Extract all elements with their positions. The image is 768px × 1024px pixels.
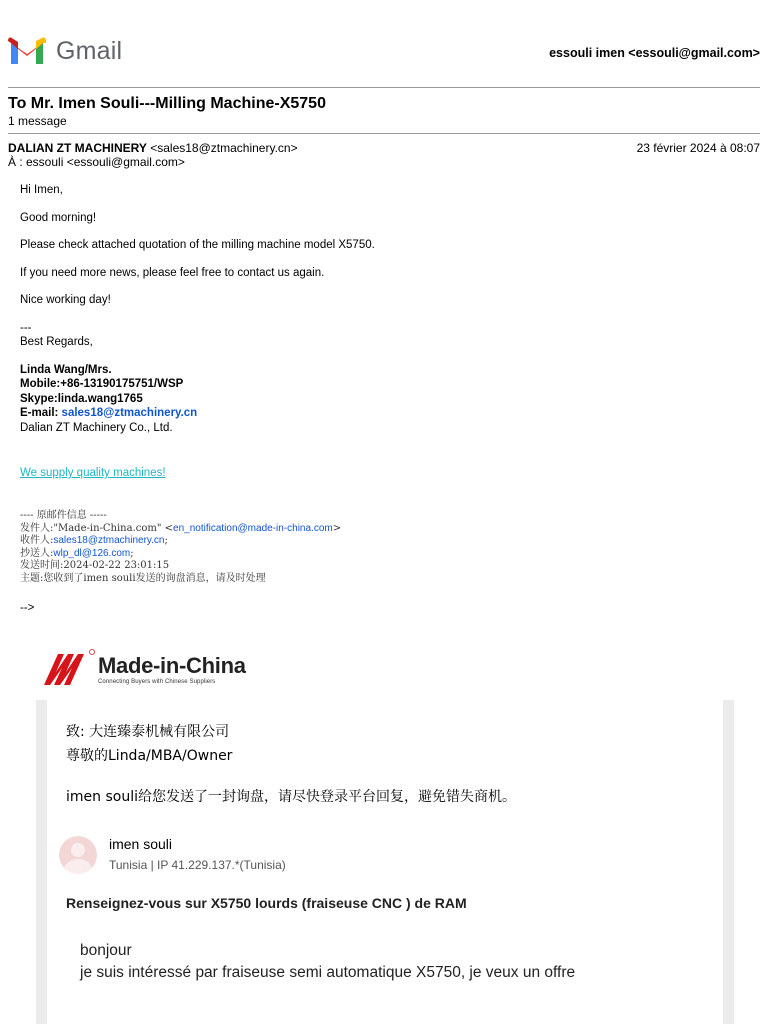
greeting-company: 致: 大连臻泰机械有限公司 <box>66 724 230 740</box>
made-in-china-logo <box>44 648 246 686</box>
paragraph: Please check attached quotation of the milling machine model X5750. <box>20 239 375 251</box>
recipient-line: À : essouli <essouli@gmail.com> <box>8 155 185 169</box>
slogan-link[interactable]: We supply quality machines! <box>20 467 166 479</box>
signature-skype: Skype:linda.wang1765 <box>20 392 143 405</box>
gmail-icon <box>8 37 46 65</box>
sender-name: DALIAN ZT MACHINERY <box>8 141 147 155</box>
original-topic: 主题:您收到了imen souli发送的询盘消息，请及时处理 <box>20 572 266 584</box>
made-in-china-tagline: Connecting Buyers with Chinese Suppliers <box>98 679 216 685</box>
inquiry-title: Renseignez-vous sur X5750 lourds (fraiseuse CNC ) de RAM <box>66 895 467 911</box>
account-label: essouli imen <essouli@gmail.com> <box>549 46 760 60</box>
inquiry-message-line: je suis intéressé par fraiseuse semi automatique X5750, je veux un offre <box>80 964 576 981</box>
gmail-wordmark: Gmail <box>56 36 123 65</box>
made-in-china-name: Made-in-China <box>98 653 246 678</box>
thread-subject: To Mr. Imen Souli---Milling Machine-X5750 <box>8 95 326 112</box>
paragraph: Hi Imen, <box>20 184 63 196</box>
divider <box>8 133 760 134</box>
signature <box>20 363 375 436</box>
signature-mobile: Mobile:+86-13190175751/WSP <box>20 378 184 390</box>
original-message <box>20 510 341 585</box>
greeting-name: 尊敬的Linda/MBA/Owner <box>66 748 233 764</box>
paragraph: Nice working day! <box>20 294 111 306</box>
inquiry-message-line: bonjour <box>80 942 132 959</box>
inquiry-message <box>80 940 575 984</box>
original-to-email[interactable]: sales18@ztmachinery.cn <box>53 535 165 546</box>
inquiry-sender-name: imen souli <box>109 836 173 852</box>
avatar-icon <box>59 836 97 874</box>
original-header: ---- 原邮件信息 ----- <box>20 510 107 521</box>
message-date: 23 février 2024 à 08:07 <box>636 141 760 155</box>
original-to-label: 收件人: <box>20 535 54 546</box>
signature-email-link[interactable]: sales18@ztmachinery.cn <box>61 407 198 419</box>
divider <box>8 87 760 88</box>
made-in-china-mark-icon <box>44 648 96 686</box>
original-from-label: 发件人:"Made-in-China.com" < <box>20 522 174 534</box>
signature-email-label: E-mail: <box>20 407 62 419</box>
signature-name: Linda Wang/Mrs. <box>20 363 112 376</box>
sender-line <box>8 141 298 155</box>
original-cc-email[interactable]: wlp_dl@126.com <box>53 547 131 559</box>
original-sent: 发送时间:2024-02-22 23:01:15 <box>20 560 170 571</box>
original-from-end: > <box>332 522 342 534</box>
message-count: 1 message <box>8 114 67 128</box>
original-cc-end: ; <box>130 547 134 559</box>
gmail-logo <box>8 34 122 68</box>
separator: --- <box>20 321 32 334</box>
message-body <box>20 183 375 481</box>
inquiry-sender-location: Tunisia | IP 41.229.137.*(Tunisia) <box>109 858 286 872</box>
original-to-end: ; <box>164 535 168 546</box>
inquiry-notice: imen souli给您发送了一封询盘，请尽快登录平台回复，避免错失商机。 <box>66 789 516 805</box>
inquiry-greeting <box>66 720 232 768</box>
signature-company: Dalian ZT Machinery Co., Ltd. <box>20 421 173 434</box>
sender-email[interactable]: <sales18@ztmachinery.cn> <box>146 141 298 155</box>
paragraph: Good morning! <box>20 211 97 224</box>
original-cc-label: 抄送人: <box>20 547 54 559</box>
paragraph: If you need more news, please feel free to contact us again. <box>20 266 325 279</box>
closing: Best Regards, <box>20 336 93 348</box>
original-from-email[interactable]: en_notification@made-in-china.com <box>173 522 333 534</box>
quote-arrow: --> <box>20 602 35 614</box>
